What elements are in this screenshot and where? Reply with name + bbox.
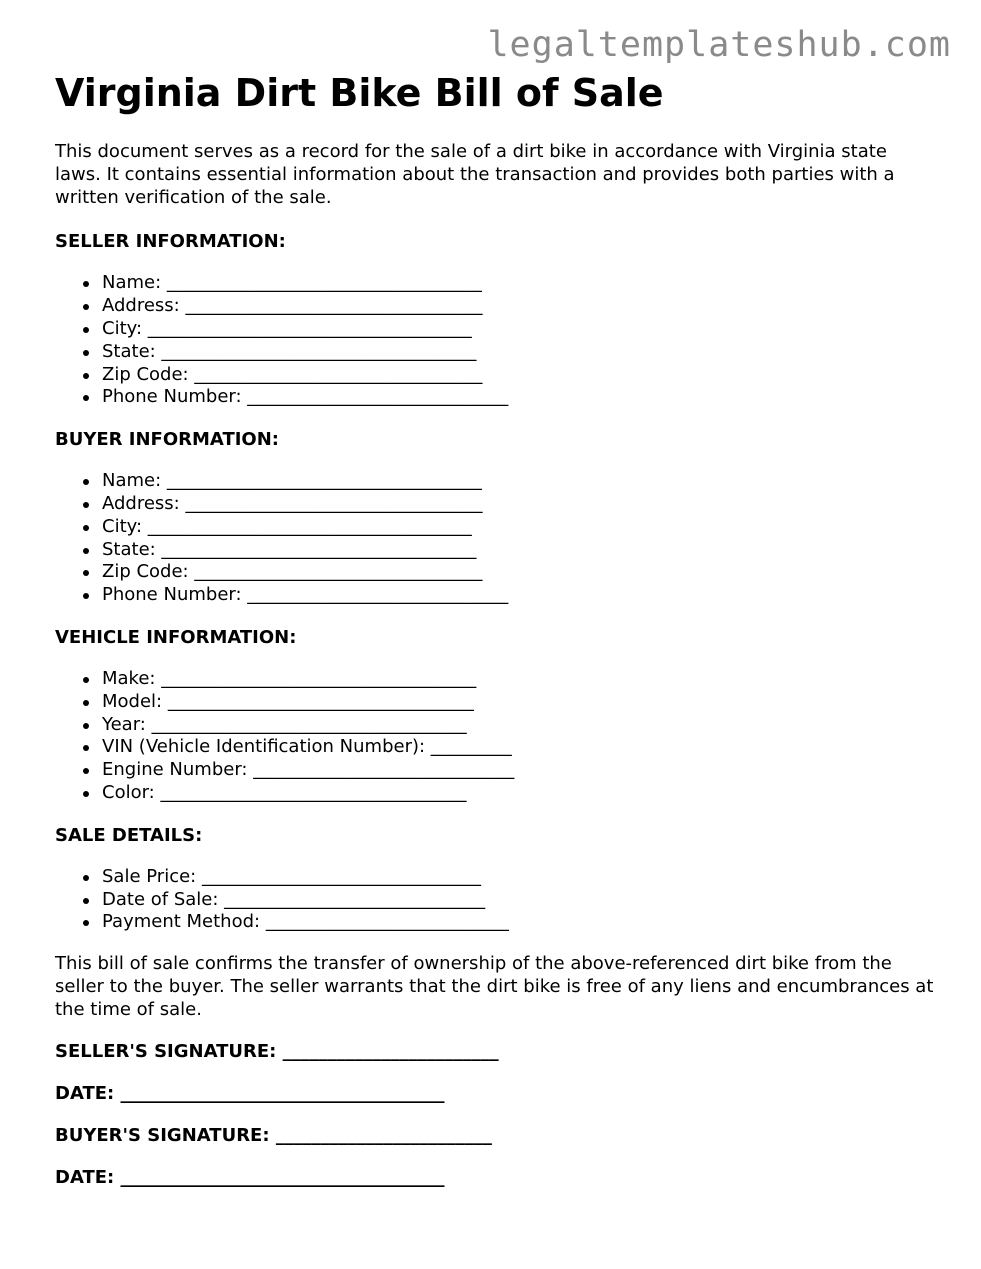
- buyer-zip-field[interactable]: Zip Code: ________________________________: [102, 561, 935, 584]
- seller-city-field[interactable]: City: ____________________________________: [102, 318, 935, 341]
- sale-section-heading: SALE DETAILS:: [55, 824, 203, 846]
- vehicle-field-list: [55, 668, 935, 805]
- sale-field-list: [55, 866, 935, 934]
- vehicle-model-field[interactable]: Model: __________________________________: [102, 691, 935, 714]
- vehicle-make-field[interactable]: Make: ___________________________________: [102, 668, 935, 691]
- seller-address-field[interactable]: Address: _________________________________: [102, 295, 935, 318]
- document-body: [55, 70, 935, 1189]
- intro-paragraph: This document serves as a record for the sale of a dirt bike in accordance with Virginia state laws. It contains essential information about the transaction and provides both parties with a written verification of the sale.: [55, 141, 895, 208]
- seller-date-line[interactable]: DATE: ____________________________________: [55, 1082, 445, 1104]
- buyer-date-line[interactable]: DATE: ____________________________________: [55, 1166, 445, 1188]
- seller-name-field[interactable]: Name: ___________________________________: [102, 272, 935, 295]
- buyer-name-field[interactable]: Name: ___________________________________: [102, 470, 935, 493]
- buyer-signature-line[interactable]: BUYER'S SIGNATURE: ________________________: [55, 1124, 492, 1146]
- seller-zip-field[interactable]: Zip Code: ________________________________: [102, 364, 935, 387]
- seller-signature-line[interactable]: SELLER'S SIGNATURE: ________________________: [55, 1040, 499, 1062]
- buyer-phone-field[interactable]: Phone Number: _____________________________: [102, 584, 935, 607]
- closing-paragraph: This bill of sale confirms the transfer of ownership of the above-referenced dirt bike from the seller to the buyer. The seller warrants that the dirt bike is free of any liens and encumbrances at the time of sale.: [55, 953, 934, 1020]
- watermark: legaltemplateshub.com: [487, 25, 951, 65]
- payment-method-field[interactable]: Payment Method: ___________________________: [102, 911, 935, 934]
- vehicle-vin-field[interactable]: VIN (Vehicle Identification Number): _________: [102, 736, 935, 759]
- seller-field-list: [55, 272, 935, 409]
- vehicle-engine-number-field[interactable]: Engine Number: _____________________________: [102, 759, 935, 782]
- vehicle-section-heading: VEHICLE INFORMATION:: [55, 626, 297, 648]
- seller-section-heading: SELLER INFORMATION:: [55, 231, 286, 253]
- seller-state-field[interactable]: State: ___________________________________: [102, 341, 935, 364]
- buyer-section-heading: BUYER INFORMATION:: [55, 429, 279, 451]
- document-title: Virginia Dirt Bike Bill of Sale: [55, 71, 664, 115]
- sale-date-field[interactable]: Date of Sale: _____________________________: [102, 889, 935, 912]
- vehicle-year-field[interactable]: Year: ___________________________________: [102, 714, 935, 737]
- seller-phone-field[interactable]: Phone Number: _____________________________: [102, 386, 935, 409]
- buyer-address-field[interactable]: Address: _________________________________: [102, 493, 935, 516]
- buyer-state-field[interactable]: State: ___________________________________: [102, 539, 935, 562]
- sale-price-field[interactable]: Sale Price: _______________________________: [102, 866, 935, 889]
- buyer-city-field[interactable]: City: ____________________________________: [102, 516, 935, 539]
- buyer-field-list: [55, 470, 935, 607]
- vehicle-color-field[interactable]: Color: __________________________________: [102, 782, 935, 805]
